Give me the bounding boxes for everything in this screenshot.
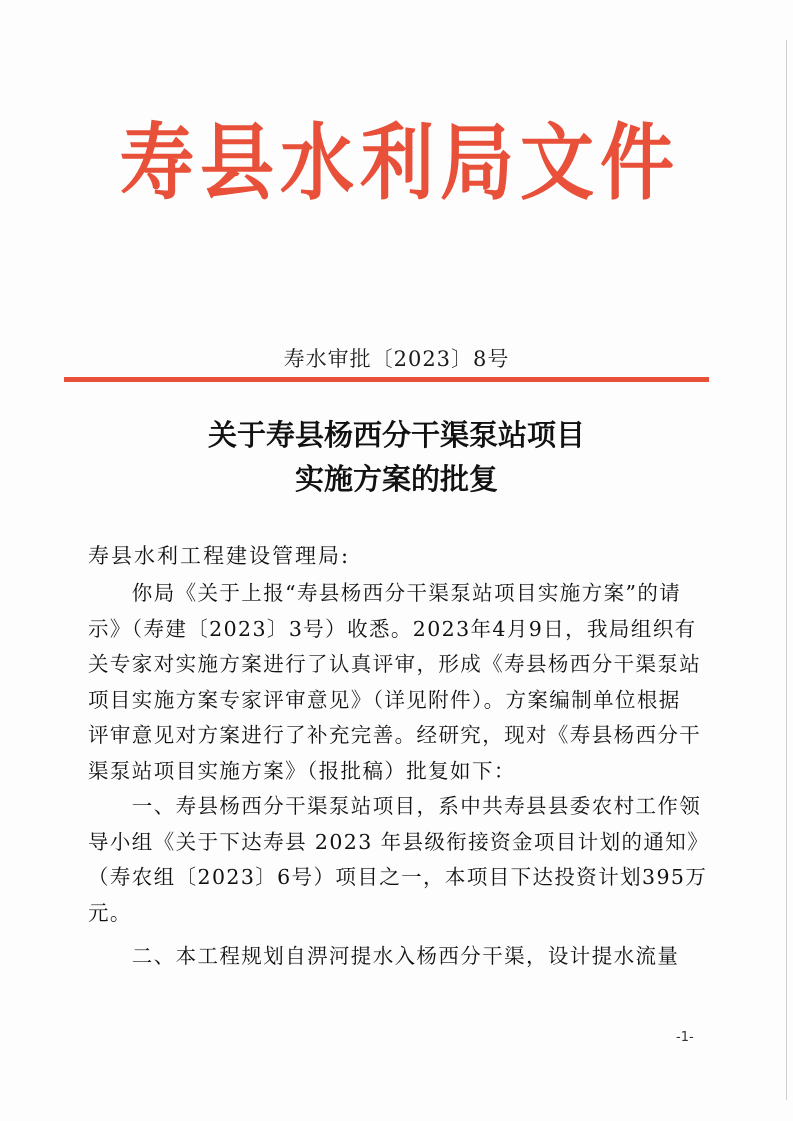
body-line: 元。 bbox=[88, 900, 132, 925]
body-line: 你局《关于上报“寿县杨西分干渠泵站项目实施方案”的请 bbox=[88, 581, 682, 605]
body-line: （寿农组〔2023〕6号）项目之一，本项目下达投资计划395万 bbox=[88, 865, 708, 889]
body-line: 渠泵站项目实施方案》（报批稿）批复如下： bbox=[88, 758, 516, 783]
title-line-2: 实施方案的批复 bbox=[294, 462, 498, 496]
body-line: 导小组《关于下达寿县 2023 年县级衔接资金项目计划的通知》 bbox=[88, 829, 710, 854]
body-line: 二、本工程规划自淠河提水入杨西分干渠，设计提水流量 bbox=[88, 944, 680, 968]
page-number: -1- bbox=[676, 1030, 694, 1045]
body-text bbox=[88, 576, 710, 975]
red-header-title: 寿县水利局文件 bbox=[120, 115, 680, 212]
document-number: 寿水审批〔2023〕8号 bbox=[283, 347, 510, 371]
body-line: 一、寿县杨西分干渠泵站项目，系中共寿县县委农村工作领 bbox=[88, 794, 702, 818]
body-line: 关专家对实施方案进行了认真评审，形成《寿县杨西分干渠泵站 bbox=[88, 652, 702, 676]
scan-edge-line bbox=[786, 40, 787, 1100]
document-title bbox=[0, 413, 793, 501]
body-line: 评审意见对方案进行了补充完善。经研究，现对《寿县杨西分干 bbox=[88, 723, 702, 747]
addressee: 寿县水利工程建设管理局: bbox=[88, 544, 351, 568]
body-line: 项目实施方案专家评审意见》（详见附件）。方案编制单位根据 bbox=[88, 687, 681, 712]
title-line-1: 关于寿县杨西分干渠泵站项目 bbox=[207, 418, 585, 452]
body-line: 示》（寿建〔2023〕3号）收悉。2023年4月9日，我局组织有 bbox=[88, 616, 697, 641]
red-separator-line bbox=[64, 377, 709, 382]
